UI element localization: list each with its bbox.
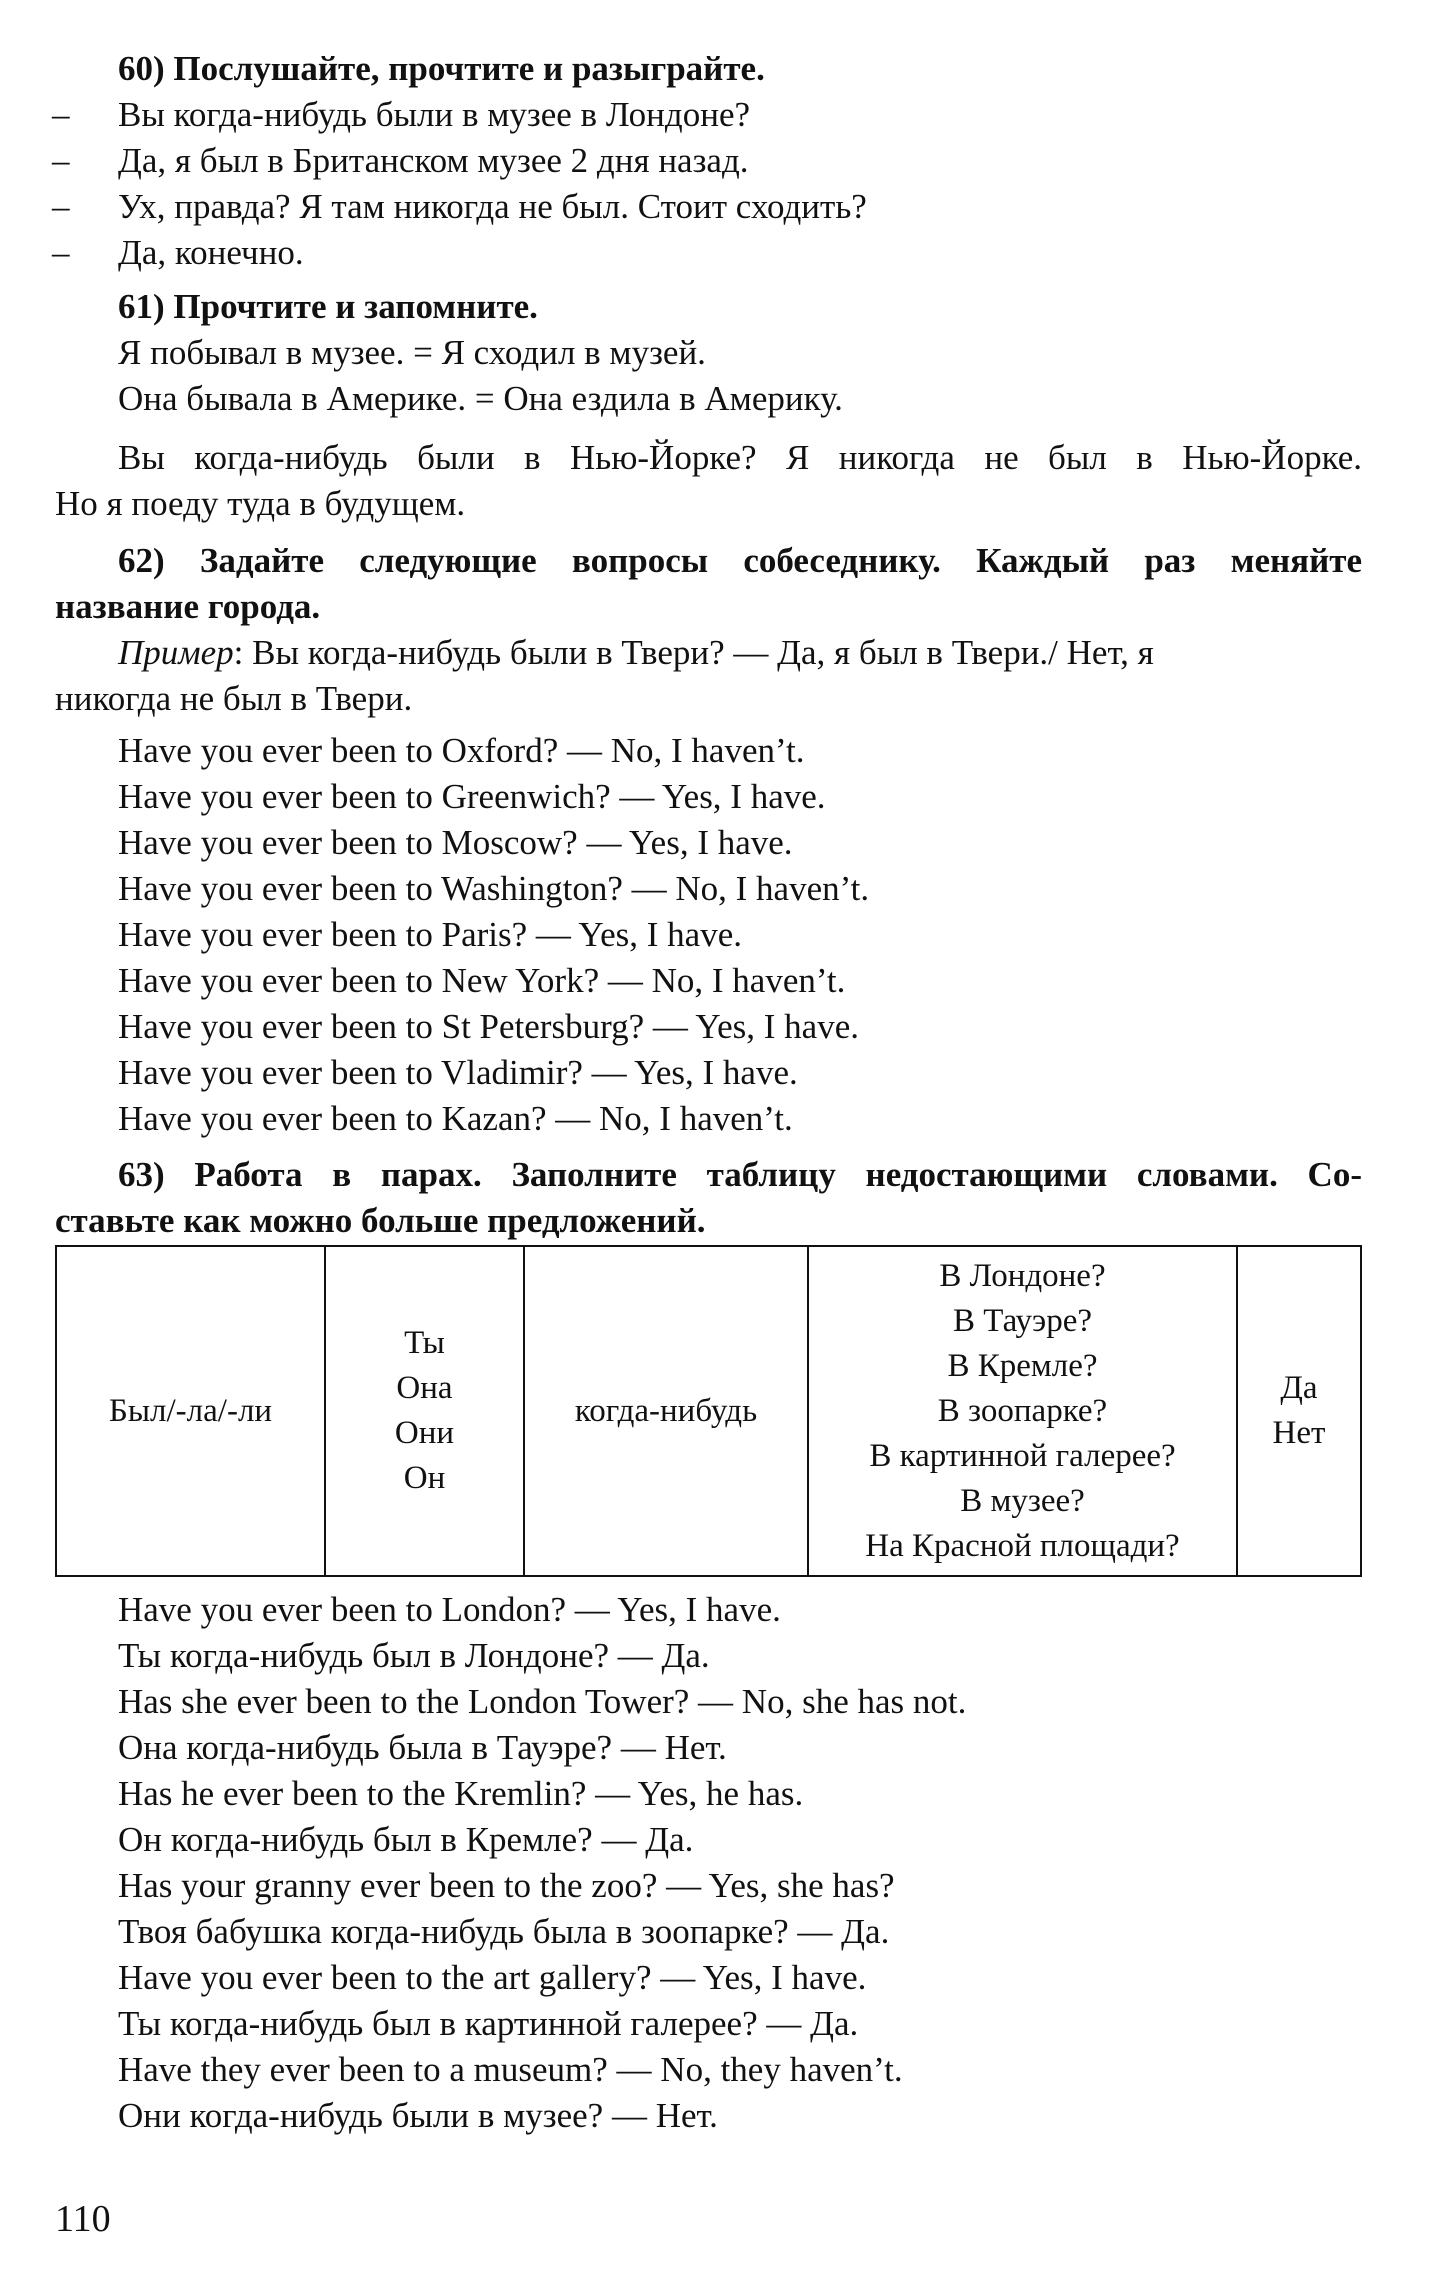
ex62-line: Have you ever been to Paris? — Yes, I have. (118, 915, 743, 954)
ex63-line: Has she ever been to the London Tower? — No, she has not. (118, 1682, 967, 1721)
ex61-paragraph-line: Вы когда-нибудь были в Нью-Йорке? Я никогда не был в Нью-Йорке. (118, 438, 1362, 477)
ex63-line: Have you ever been to the art gallery? — Yes, I have. (118, 1958, 867, 1997)
ex63-line: Твоя бабушка когда-нибудь была в зоопарке? — Да. (118, 1912, 890, 1951)
ex62-line: Have you ever been to Washington? — No, I haven’t. (118, 869, 870, 908)
ex63-line: Have they ever been to a museum? — No, they haven’t. (118, 2050, 903, 2089)
place: В картинной галерее? (869, 1437, 1176, 1474)
page-number: 110 (55, 2198, 111, 2240)
ex61-line: Она бывала в Америке. = Она ездила в Америку. (118, 379, 843, 418)
ex62-line: Have you ever been to St Petersburg? — Yes, I have. (118, 1007, 859, 1046)
ex62-line: Have you ever been to Kazan? — No, I haven’t. (118, 1099, 793, 1138)
table-cell-places (808, 1246, 1237, 1576)
ex63-line: Has he ever been to the Kremlin? — Yes, he has. (118, 1774, 804, 1813)
ex63-line: Она когда-нибудь была в Тауэре? — Нет. (118, 1728, 727, 1767)
ex62-example (118, 630, 1154, 676)
ex60-line: Вы когда-нибудь были в музее в Лондоне? (118, 95, 751, 134)
ex62-line: Have you ever been to New York? — No, I haven’t. (118, 961, 846, 1000)
ex60-line: Ух, правда? Я там никогда не был. Стоит сходить? (118, 187, 867, 226)
table-cell-adverb: когда-нибудь (524, 1246, 808, 1576)
place: В Кремле? (947, 1347, 1098, 1384)
fill-in-table (55, 1245, 1362, 1577)
place: В зоопарке? (937, 1392, 1108, 1429)
dialogue-dash: – (52, 95, 70, 134)
place: В музее? (960, 1482, 1085, 1519)
ex62-line: Have you ever been to Vladimir? — Yes, I have. (118, 1053, 798, 1092)
answer: Да (1280, 1370, 1318, 1406)
pronoun: Ты (404, 1325, 445, 1361)
answer: Нет (1272, 1415, 1326, 1451)
ex63-line: Has your granny ever been to the zoo? — Yes, she has? (118, 1866, 895, 1905)
dialogue-dash: – (52, 233, 70, 272)
pronoun: Он (403, 1460, 446, 1496)
ex60-line: Да, конечно. (118, 233, 304, 272)
ex62-line: Have you ever been to Moscow? — Yes, I have. (118, 823, 793, 862)
ex63-line: Он когда-нибудь был в Кремле? — Да. (118, 1820, 694, 1859)
example-label: Пример (118, 633, 234, 672)
ex60-title: 60) Послушайте, прочтите и разыграйте. (118, 49, 765, 88)
place: На Красной площади? (865, 1527, 1180, 1564)
table-cell-answers (1237, 1246, 1361, 1576)
ex62-title: название города. (55, 587, 321, 626)
ex63-line: Ты когда-нибудь был в Лондоне? — Да. (118, 1636, 710, 1675)
pronoun: Она (396, 1370, 453, 1406)
example-text: : Вы когда-нибудь были в Твери? — Да, я был в Твери./ Нет, я (233, 633, 1154, 672)
pronoun: Они (394, 1415, 455, 1451)
place: В Лондоне? (939, 1257, 1106, 1294)
table-cell-pronouns (325, 1246, 524, 1576)
ex61-line: Я побывал в музее. = Я сходил в музей. (118, 333, 706, 372)
ex62-line: Have you ever been to Oxford? — No, I haven’t. (118, 731, 805, 770)
ex62-line: Have you ever been to Greenwich? — Yes, I have. (118, 777, 826, 816)
ex63-line: Они когда-нибудь были в музее? — Нет. (118, 2096, 718, 2135)
ex63-line: Ты когда-нибудь был в картинной галерее? — Да. (118, 2004, 859, 2043)
ex62-title: 62) Задайте следующие вопросы собеседнику. Каждый раз меняйте (118, 541, 1362, 580)
table-cell-verb: Был/-ла/-ли (56, 1246, 325, 1576)
ex60-line: Да, я был в Британском музее 2 дня назад. (118, 141, 749, 180)
ex61-paragraph-line: Но я поеду туда в будущем. (55, 484, 466, 523)
ex63-line: Have you ever been to London? — Yes, I have. (118, 1590, 781, 1629)
ex61-title: 61) Прочтите и запомните. (118, 287, 538, 326)
place: В Тауэре? (952, 1302, 1093, 1339)
ex62-example-cont: никогда не был в Твери. (55, 679, 413, 718)
dialogue-dash: – (52, 187, 70, 226)
ex63-title: 63) Работа в парах. Заполните таблицу недостающими словами. Со- (118, 1155, 1362, 1194)
dialogue-dash: – (52, 141, 70, 180)
ex63-title: ставьте как можно больше предложений. (55, 1201, 706, 1240)
